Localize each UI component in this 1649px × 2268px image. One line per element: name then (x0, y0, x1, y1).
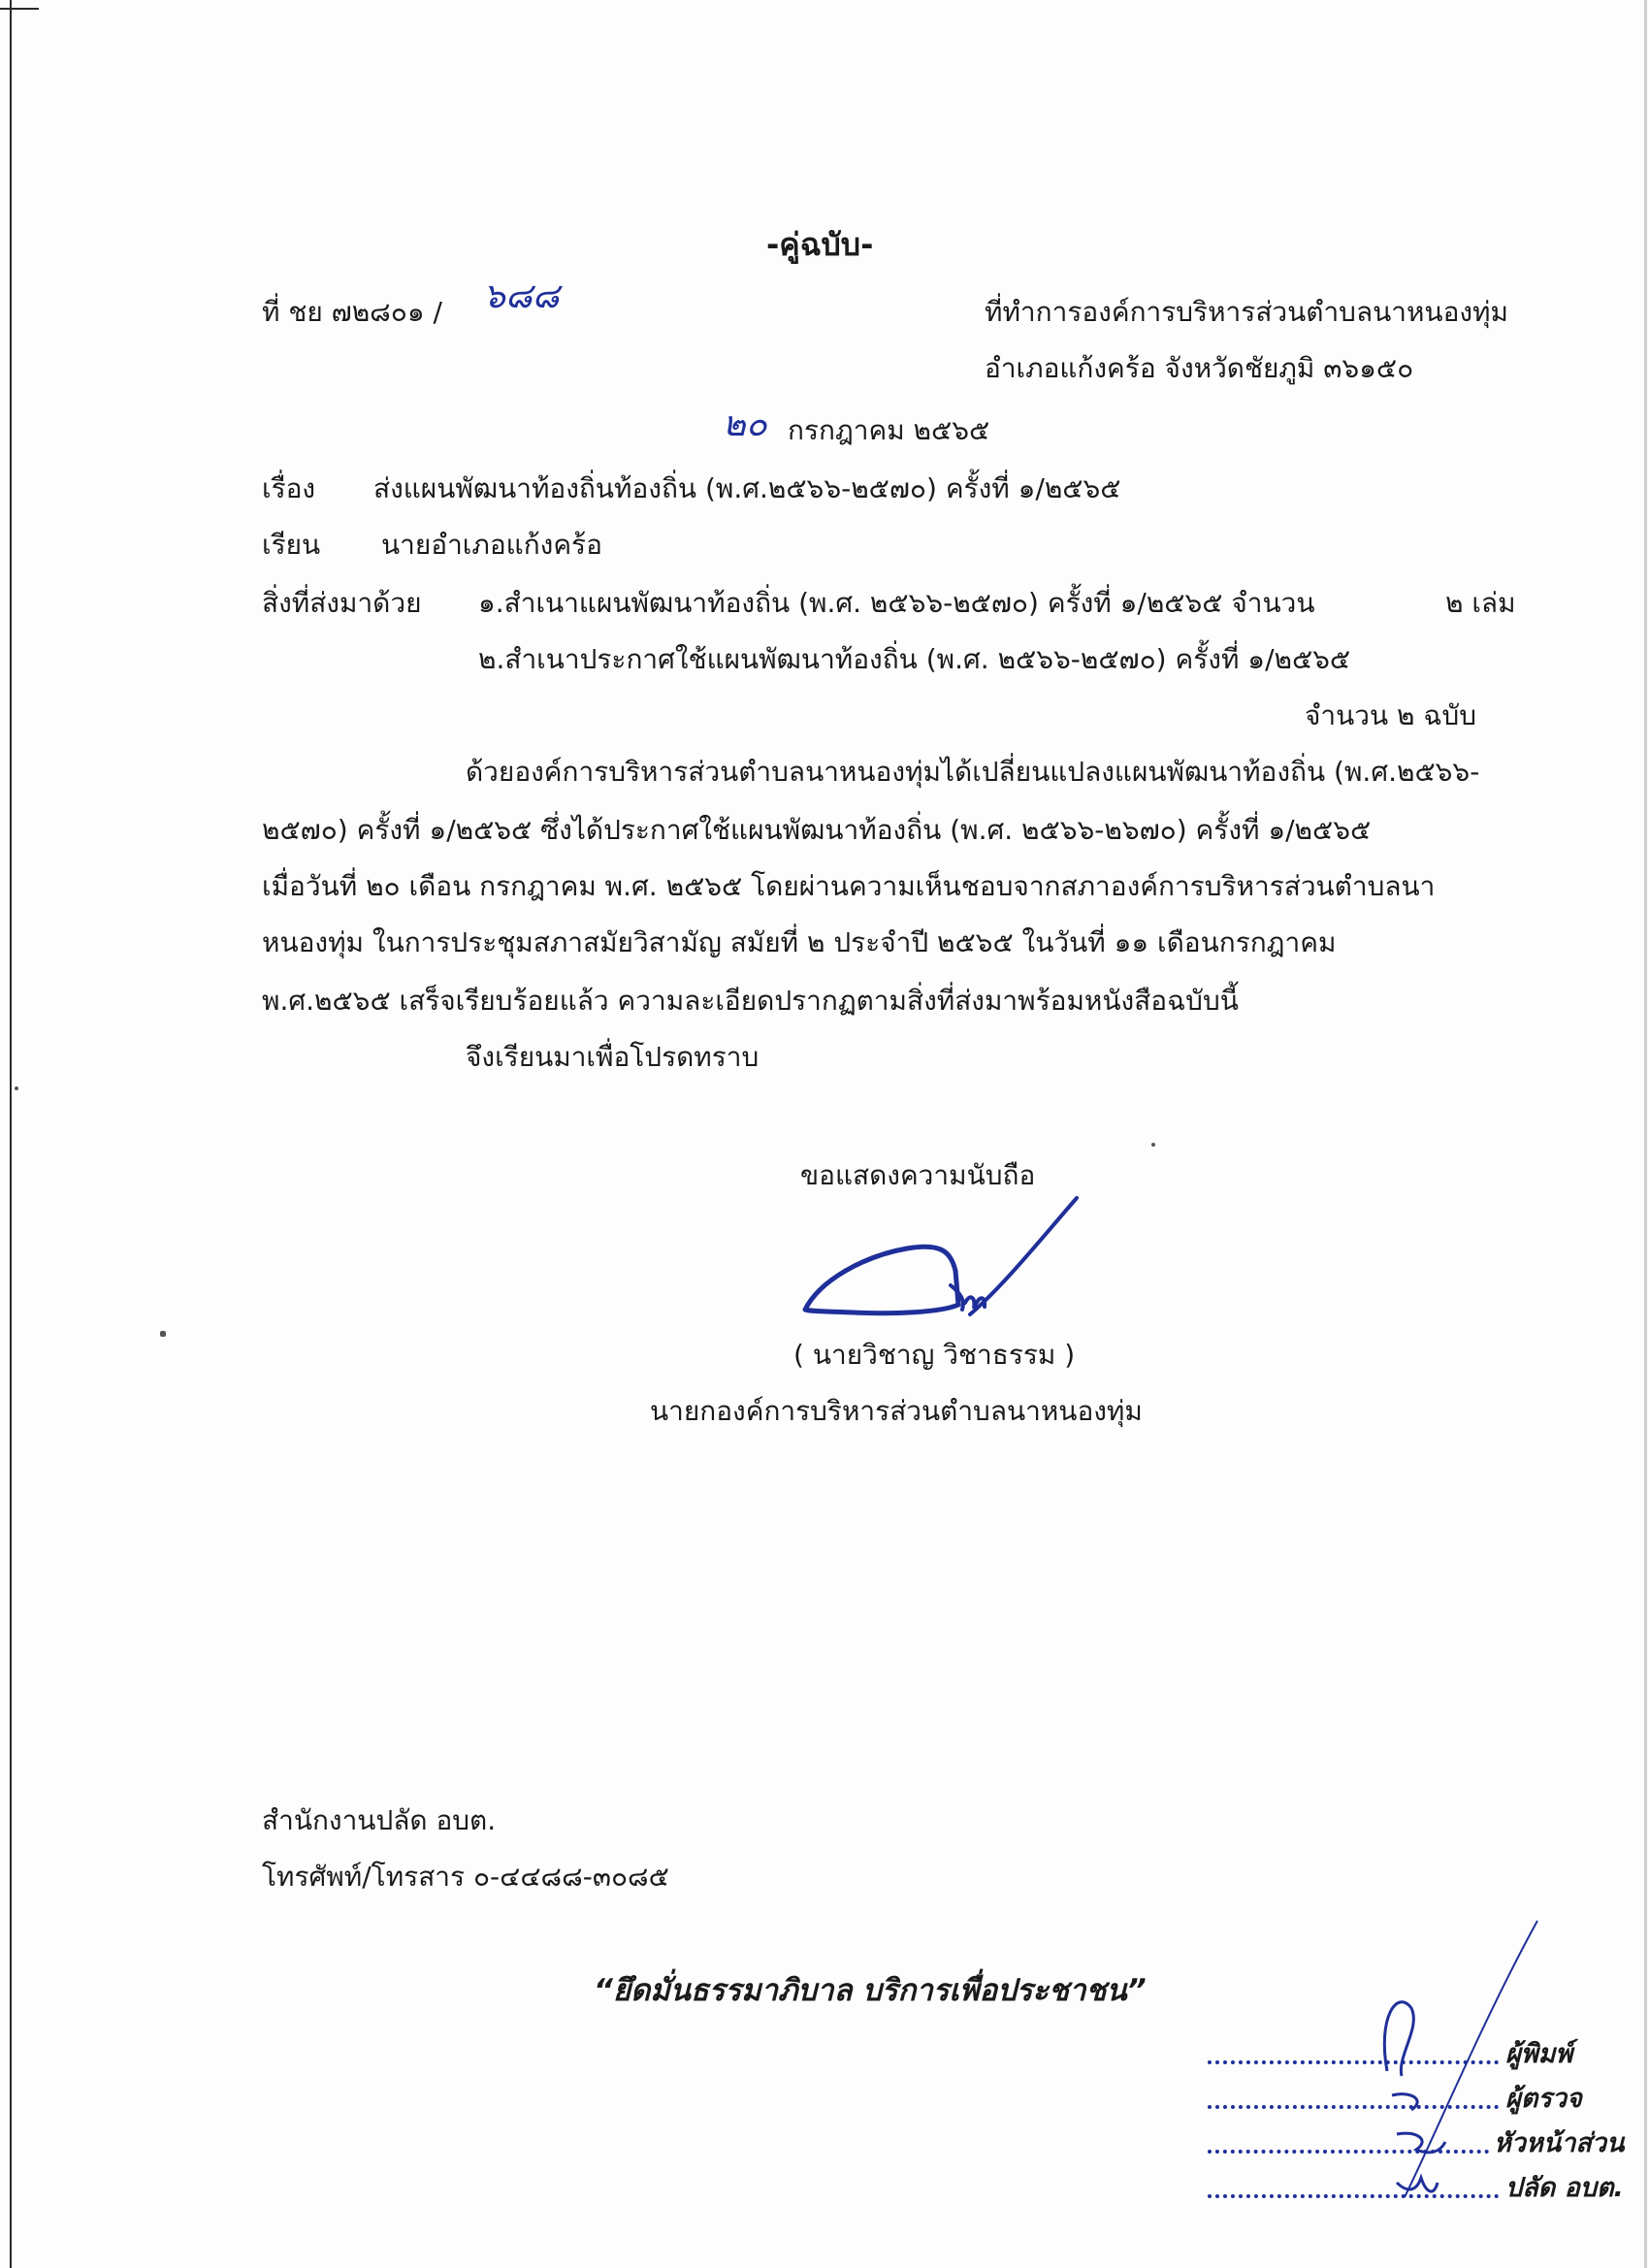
date-day-handwritten: ๒๐ (723, 405, 767, 444)
body-line-1: ด้วยองค์การบริหารส่วนตำบลนาหนองทุ่มได้เปลี่ยนแปลงแผนพัฒนาท้องถิ่น (พ.ศ.๒๕๖๖- (466, 756, 1480, 788)
routing-chief-administrator: ปลัด อบต. (1505, 2173, 1624, 2203)
enclosure-item-2-quantity: จำนวน ๒ ฉบับ (1305, 699, 1477, 731)
closing-request: จึงเรียนมาเพื่อโปรดทราบ (466, 1041, 760, 1073)
signer-title: นายกองค์การบริหารส่วนตำบลนาหนองทุ่ม (650, 1395, 1143, 1427)
scan-edge-top (0, 8, 39, 10)
signer-name: ( นายวิชาญ วิชาธรรม ) (793, 1339, 1076, 1371)
subject-label: เรื่อง (262, 472, 316, 504)
scan-speck (160, 1331, 166, 1337)
scan-speck (15, 1086, 18, 1090)
office-address-line2: อำเภอแก้งคร้อ จังหวัดชัยภูมิ ๓๖๑๕๐ (985, 352, 1414, 384)
recipient-text: นายอำเภอแก้งคร้อ (381, 529, 602, 561)
office-address-line1: ที่ทำการองค์การบริหารส่วนตำบลนาหนองทุ่ม (985, 296, 1508, 328)
reference-number-handwritten: ๖๘๘ (483, 276, 560, 316)
body-line-5: พ.ศ.๒๕๖๕ เสร็จเรียบร้อยแล้ว ความละเอียดปรากฏตามสิ่งที่ส่งมาพร้อมหนังสือฉบับนี้ (262, 985, 1239, 1017)
document-title: -คู่ฉบับ- (766, 226, 874, 263)
body-line-4: หนองทุ่ม ในการประชุมสภาสมัยวิสามัญ สมัยที่ ๒ ประจำปี ๒๕๖๕ ในวันที่ ๑๑ เดือนกรกฎาคม (262, 926, 1337, 958)
body-line-3: เมื่อวันที่ ๒๐ เดือน กรกฎาคม พ.ศ. ๒๕๖๕ โดยผ่านความเห็นชอบจากสภาองค์การบริหารส่วนตำบลนา (262, 870, 1436, 902)
body-line-2: ๒๕๗๐) ครั้งที่ ๑/๒๕๖๕ ซึ่งได้ประกาศใช้แผนพัฒนาท้องถิ่น (พ.ศ. ๒๕๖๖-๒๖๗๐) ครั้งที่ ๑/๒๕๖๕ (262, 814, 1372, 846)
reference-number: ที่ ชย ๗๒๘๐๑ / (262, 296, 442, 328)
enclosures-label: สิ่งที่ส่งมาด้วย (262, 587, 422, 619)
scan-edge-left (10, 0, 12, 2268)
scan-edge-right (1644, 0, 1647, 2268)
date-month-year: กรกฎาคม ๒๕๖๕ (788, 414, 990, 446)
subject-text: ส่งแผนพัฒนาท้องถิ่นท้องถิ่น (พ.ศ.๒๕๖๖-๒๕๗๐) ครั้งที่ ๑/๒๕๖๕ (373, 472, 1121, 504)
slogan: “ยึดมั่นธรรมาภิบาล บริการเพื่อประชาชน” (594, 1973, 1147, 2008)
department: สำนักงานปลัด อบต. (262, 1804, 497, 1836)
regards: ขอแสดงความนับถือ (800, 1159, 1036, 1191)
initials-mark (1319, 1901, 1542, 2221)
routing-typist: ผู้พิมพ์ (1505, 2039, 1573, 2069)
phone-fax: โทรศัพท์/โทรสาร ๐-๔๔๘๘-๓๐๘๕ (262, 1861, 669, 1893)
scan-speck (1151, 1143, 1155, 1147)
routing-checker: ผู้ตรวจ (1505, 2084, 1582, 2114)
enclosure-item-1: ๑.สำเนาแผนพัฒนาท้องถิ่น (พ.ศ. ๒๕๖๖-๒๕๗๐) ครั้งที่ ๑/๒๕๖๕ จำนวน (478, 587, 1315, 619)
signature-mark (795, 1179, 1086, 1324)
routing-section-head: หัวหน้าส่วน (1494, 2128, 1625, 2158)
recipient-label: เรียน (262, 529, 321, 561)
enclosure-item-2: ๒.สำเนาประกาศใช้แผนพัฒนาท้องถิ่น (พ.ศ. ๒๕๖๖-๒๕๗๐) ครั้งที่ ๑/๒๕๖๕ (478, 643, 1351, 675)
enclosure-item-1-quantity: ๒ เล่ม (1445, 587, 1516, 619)
